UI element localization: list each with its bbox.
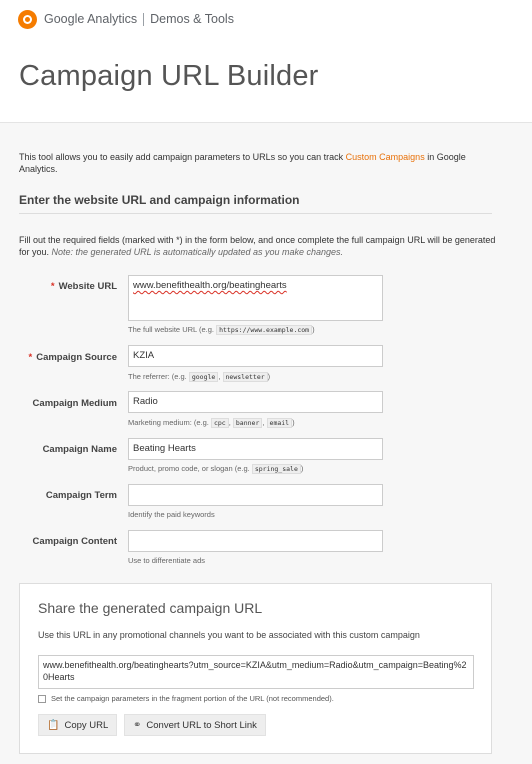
- campaign-term-input[interactable]: [128, 484, 383, 506]
- custom-campaigns-link[interactable]: Custom Campaigns: [345, 152, 425, 162]
- website-url-label: * Website URL: [50, 281, 117, 292]
- campaign-source-helper: The referrer: (e.g. google , newsletter ): [128, 372, 271, 381]
- campaign-content-helper: Use to differentiate ads: [128, 556, 205, 565]
- brand-subtitle: Demos & Tools: [150, 12, 234, 26]
- brand-divider: [143, 13, 144, 26]
- campaign-name-input[interactable]: Beating Hearts: [128, 438, 383, 460]
- instructions-text: Fill out the required fields (marked with *) in the form below, and once complete the full campaign URL will be generated for you. Note: the generated URL is automatically updated as you make changes.: [19, 235, 496, 257]
- website-url-helper: The full website URL (e.g. https://www.example.com ): [128, 325, 315, 334]
- intro-text: This tool allows you to easily add campaign parameters to URLs so you can track Custom Campaigns in Google Analytics.: [19, 152, 466, 174]
- website-url-input[interactable]: www.benefithealth.org/beatinghearts: [128, 275, 383, 321]
- campaign-content-label: Campaign Content: [32, 536, 117, 547]
- fragment-option[interactable]: [38, 694, 334, 703]
- section-divider: [19, 213, 492, 214]
- campaign-medium-input[interactable]: Radio: [128, 391, 383, 413]
- campaign-medium-label: Campaign Medium: [32, 398, 117, 409]
- google-analytics-logo-icon: [18, 10, 37, 29]
- short-link-button[interactable]: [124, 714, 266, 736]
- campaign-content-input[interactable]: [128, 530, 383, 552]
- campaign-medium-helper: Marketing medium: (e.g. cpc , banner , email ): [128, 418, 295, 427]
- campaign-term-label: Campaign Term: [45, 490, 117, 501]
- section-heading: Enter the website URL and campaign information: [19, 193, 300, 207]
- page-title: Campaign URL Builder: [19, 60, 319, 92]
- generated-url-field[interactable]: www.benefithealth.org/beatinghearts?utm_source=KZIA&utm_medium=Radio&utm_campaign=Beating%20Hearts: [38, 655, 474, 689]
- campaign-name-helper: Product, promo code, or slogan (e.g. spring_sale ): [128, 464, 304, 473]
- brand-name: Google Analytics: [44, 12, 138, 26]
- campaign-term-helper: Identify the paid keywords: [128, 510, 215, 519]
- link-icon: ⚭: [133, 719, 142, 731]
- copy-url-button[interactable]: [38, 714, 117, 736]
- campaign-source-input[interactable]: KZIA: [128, 345, 383, 367]
- share-description: Use this URL in any promotional channels you want to be associated with this custom campaign: [38, 630, 420, 640]
- copy-icon: 📋: [47, 719, 60, 731]
- page-header: [0, 0, 532, 123]
- brand-row[interactable]: [18, 9, 234, 29]
- campaign-source-label: * Campaign Source: [28, 352, 117, 363]
- share-panel: [19, 583, 492, 754]
- share-title: Share the generated campaign URL: [38, 600, 263, 616]
- fragment-checkbox[interactable]: [38, 695, 46, 703]
- copy-url-label: Copy URL: [64, 719, 109, 731]
- fragment-label: Set the campaign parameters in the fragment portion of the URL (not recommended).: [51, 694, 334, 703]
- short-link-label: Convert URL to Short Link: [146, 719, 257, 731]
- auto-update-note: Note: the generated URL is automatically updated as you make changes.: [51, 247, 344, 257]
- campaign-name-label: Campaign Name: [42, 444, 117, 455]
